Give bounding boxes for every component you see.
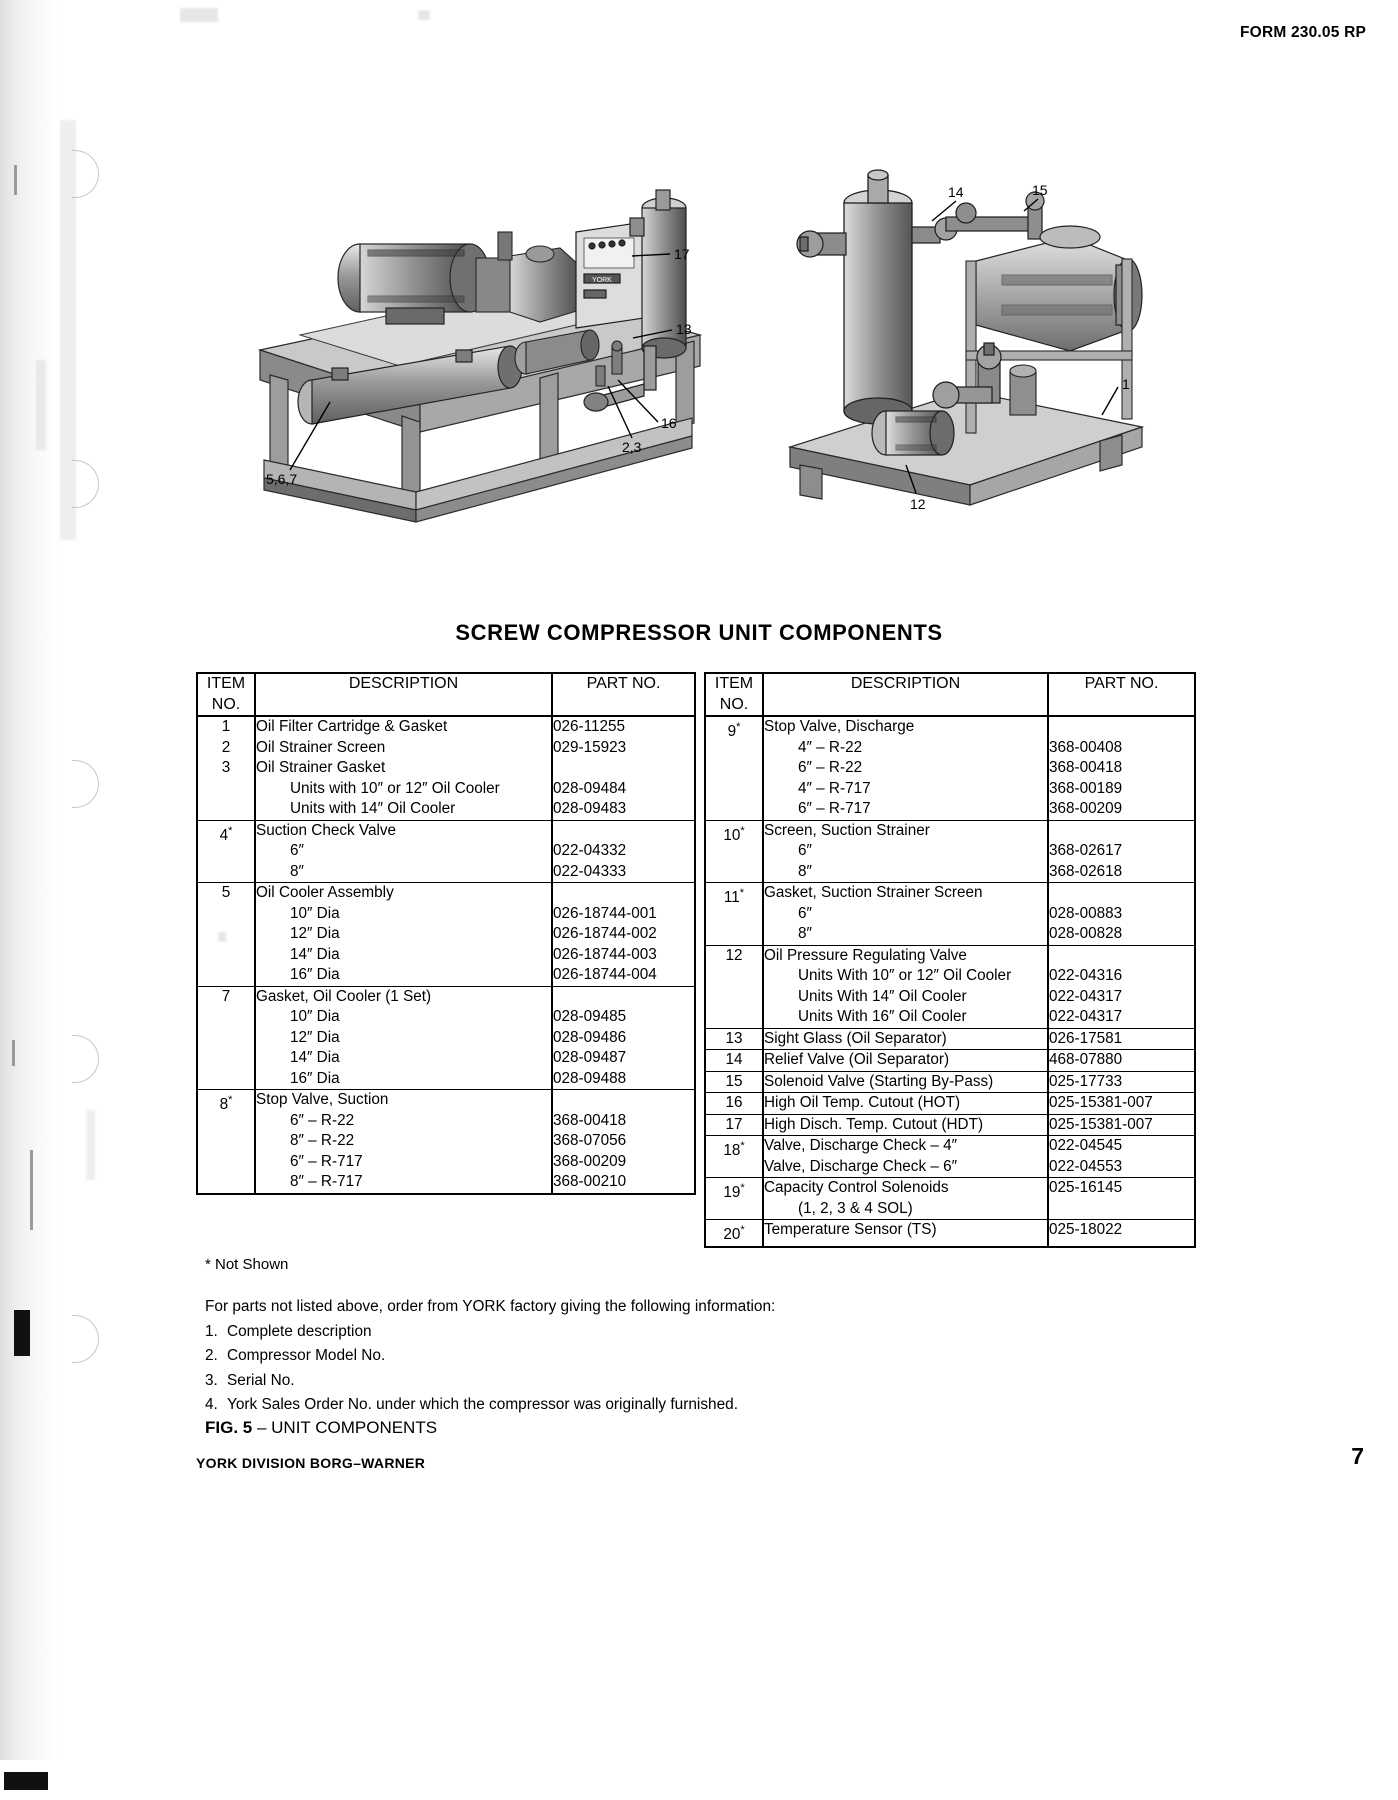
- table-row: [705, 716, 1195, 820]
- scan-left-edge-shadow: [0, 0, 58, 1760]
- cell-description: [763, 945, 1048, 1028]
- description-line: Units with 14″ Oil Cooler: [290, 800, 456, 817]
- parts-table-right-wrapper: [704, 672, 1196, 1248]
- cell-description: [255, 820, 552, 883]
- parts-table-right-body: [705, 716, 1195, 1247]
- not-shown-asterisk: *: [736, 721, 741, 733]
- compressor-unit-side-view: [240, 170, 720, 530]
- cell-description: [763, 1220, 1048, 1247]
- part-number-line: 022-04316: [1049, 967, 1123, 984]
- header-description: DESCRIPTION: [763, 673, 1048, 716]
- part-number-line: [553, 1090, 694, 1111]
- table-row: [197, 716, 695, 738]
- description-line: Units With 16″ Oil Cooler: [798, 1008, 967, 1025]
- description-line: 14″ Dia: [290, 1049, 340, 1066]
- list-number: 3.: [205, 1371, 218, 1389]
- description-line: Oil Strainer Screen: [256, 738, 386, 756]
- not-shown-asterisk: *: [740, 1140, 745, 1152]
- cell-description: [255, 738, 552, 759]
- cell-part-no: [552, 1090, 695, 1194]
- binder-ring-mark: [72, 150, 99, 198]
- part-number-line: 368-00418: [553, 1111, 627, 1129]
- description-line: Units with 10″ or 12″ Oil Cooler: [290, 779, 500, 797]
- page-edge-tick: [14, 165, 17, 195]
- description-line: Temperature Sensor (TS): [764, 1221, 937, 1238]
- cell-part-no: [552, 758, 695, 820]
- description-line: High Oil Temp. Cutout (HOT): [764, 1094, 961, 1111]
- description-line: Solenoid Valve (Starting By-Pass): [764, 1072, 994, 1090]
- cell-description: [763, 883, 1048, 946]
- instructions-lead: For parts not listed above, order from YORK factory giving the following information:: [205, 1298, 776, 1315]
- cell-item-no: 18*: [705, 1136, 763, 1178]
- description-line: 10″ Dia: [290, 904, 340, 922]
- cell-item-no: 11*: [705, 883, 763, 946]
- list-number: 4.: [205, 1396, 218, 1413]
- table-row: [197, 820, 695, 883]
- list-number: 2.: [205, 1347, 218, 1364]
- cell-part-no: [1048, 1114, 1195, 1136]
- description-line: Units With 10″ or 12″ Oil Cooler: [798, 967, 1012, 984]
- part-number-line: 026-11255: [553, 718, 626, 735]
- callout-15: 15: [1032, 182, 1048, 198]
- cell-description: [763, 716, 1048, 820]
- cell-item-no: 7: [197, 986, 255, 1090]
- cell-part-no: [1048, 945, 1195, 1028]
- description-line: 8″ – R-717: [290, 1173, 363, 1190]
- binder-ring-mark: [72, 460, 99, 508]
- figure-dash: –: [252, 1418, 272, 1437]
- parts-table-right: [704, 672, 1196, 1248]
- description-line: Capacity Control Solenoids: [764, 1179, 949, 1196]
- part-number-line: 025-18022: [1049, 1221, 1123, 1238]
- cell-part-no: [552, 883, 695, 987]
- part-number-line: [553, 758, 694, 779]
- callout-16: 16: [661, 415, 677, 431]
- part-number-line: 022-04317: [1049, 987, 1123, 1005]
- table-row: [197, 883, 695, 987]
- table-row: [197, 738, 695, 759]
- cell-description: [763, 820, 1048, 883]
- table-row: [705, 1136, 1195, 1178]
- callout-14: 14: [948, 184, 964, 200]
- table-row: [197, 1090, 695, 1194]
- callout-1: 1: [1122, 376, 1130, 392]
- part-number-line: 028-00883: [1049, 904, 1123, 922]
- cell-part-no: [1048, 1178, 1195, 1220]
- table-row: [705, 945, 1195, 1028]
- description-line: 6″ – R-22: [290, 1111, 355, 1129]
- part-number-line: [1049, 717, 1194, 738]
- part-number-line: [1049, 821, 1194, 842]
- not-shown-asterisk: *: [740, 1182, 745, 1194]
- list-number: 1.: [205, 1322, 218, 1340]
- list-text: York Sales Order No. under which the compressor was originally furnished.: [227, 1396, 738, 1413]
- part-number-line: 026-17581: [1049, 1029, 1123, 1047]
- description-line: Suction Check Valve: [256, 821, 397, 839]
- cell-description: [763, 1136, 1048, 1178]
- cell-item-no: 12: [705, 945, 763, 1028]
- callout-13: 13: [676, 321, 692, 337]
- list-item: [205, 1393, 775, 1418]
- cell-part-no: [1048, 1050, 1195, 1072]
- table-row: [705, 1114, 1195, 1136]
- scan-smudge: [36, 360, 46, 450]
- cell-item-no: 5: [197, 883, 255, 987]
- figure-caption: [205, 1418, 437, 1438]
- table-row: [705, 883, 1195, 946]
- not-shown-asterisk: *: [228, 824, 233, 837]
- cell-item-no: 16: [705, 1093, 763, 1115]
- part-number-line: 028-09488: [553, 1069, 627, 1087]
- part-number-line: 025-17733: [1049, 1072, 1123, 1090]
- list-item: [205, 1344, 775, 1369]
- part-number-line: [1049, 1199, 1194, 1220]
- description-line: 8″: [798, 925, 812, 942]
- table-header-row: [705, 673, 1195, 716]
- scan-smudge: [180, 8, 218, 22]
- not-shown-asterisk: *: [740, 824, 745, 837]
- cell-part-no: [1048, 820, 1195, 883]
- table-header-row: [197, 673, 695, 716]
- description-line: 8″: [798, 862, 812, 880]
- parts-table-left-wrapper: [196, 672, 696, 1195]
- cell-description: [763, 1071, 1048, 1093]
- table-row: [705, 1220, 1195, 1247]
- part-number-line: 026-18744-001: [553, 904, 657, 922]
- page-edge-tick: [30, 1150, 33, 1230]
- description-line: 14″ Dia: [290, 945, 340, 963]
- cell-description: [763, 1050, 1048, 1072]
- part-number-line: 028-09484: [553, 779, 627, 797]
- part-number-line: 368-07056: [553, 1132, 627, 1149]
- table-row: [197, 758, 695, 820]
- cell-item-no: 17: [705, 1114, 763, 1136]
- figure-right-photo: [770, 165, 1160, 535]
- cell-description: [255, 986, 552, 1090]
- list-text: Complete description: [227, 1322, 372, 1340]
- part-number-line: 368-02617: [1049, 842, 1123, 859]
- part-number-line: [553, 883, 694, 904]
- part-number-line: 022-04317: [1049, 1008, 1123, 1025]
- description-line: 16″ Dia: [290, 1069, 340, 1087]
- description-line: Screen, Suction Strainer: [764, 821, 930, 839]
- description-line: Oil Cooler Assembly: [256, 884, 394, 901]
- binder-ring-mark: [72, 1035, 99, 1083]
- description-line: Stop Valve, Discharge: [764, 718, 915, 735]
- description-line: 6″: [798, 904, 812, 922]
- description-line: Valve, Discharge Check – 6″: [764, 1157, 958, 1175]
- header-item-no: ITEM NO.: [705, 673, 763, 716]
- part-number-line: 028-09483: [553, 800, 627, 817]
- description-line: 12″ Dia: [290, 925, 340, 942]
- cell-part-no: [1048, 1220, 1195, 1247]
- description-line: 4″ – R-22: [798, 738, 863, 756]
- part-number-line: 368-00209: [553, 1152, 627, 1170]
- part-number-line: 028-09485: [553, 1008, 627, 1025]
- description-line: Relief Valve (Oil Separator): [764, 1051, 950, 1068]
- cell-item-no: 15: [705, 1071, 763, 1093]
- part-number-line: 022-04553: [1049, 1157, 1123, 1175]
- parts-table-left: [196, 672, 696, 1195]
- table-row: [705, 1093, 1195, 1115]
- part-number-line: 025-15381-007: [1049, 1115, 1153, 1133]
- division-footer: YORK DIVISION BORG–WARNER: [196, 1455, 426, 1471]
- part-number-line: 368-00209: [1049, 800, 1123, 817]
- cell-item-no: 9*: [727, 721, 741, 741]
- callout-12: 12: [910, 496, 926, 512]
- cell-description: [763, 1028, 1048, 1050]
- cell-item-no: 1: [221, 718, 231, 735]
- scan-smudge: [86, 1110, 95, 1180]
- cell-part-no: [552, 716, 695, 738]
- part-number-line: [553, 821, 694, 842]
- part-number-line: [1049, 883, 1194, 904]
- cell-item-no: 19*: [705, 1178, 763, 1220]
- part-number-line: 368-02618: [1049, 862, 1123, 880]
- figure-caption-text: UNIT COMPONENTS: [271, 1418, 438, 1437]
- not-shown-asterisk: *: [739, 887, 745, 899]
- parts-table-left-body: [197, 716, 695, 1194]
- figure-label: FIG. 5: [205, 1418, 253, 1437]
- binder-ring-mark: [72, 1315, 99, 1363]
- cell-description: [255, 758, 552, 820]
- binder-ring-mark: [72, 760, 99, 808]
- not-shown-footnote: * Not Shown: [205, 1256, 289, 1273]
- description-line: Gasket, Oil Cooler (1 Set): [256, 987, 432, 1005]
- part-number-line: 028-09487: [553, 1049, 627, 1066]
- description-line: 16″ Dia: [290, 966, 340, 983]
- description-line: 6″ – R-717: [798, 800, 871, 817]
- cell-part-no: [552, 986, 695, 1090]
- part-number-line: 026-18744-003: [553, 945, 657, 963]
- header-item-no: ITEM NO.: [197, 673, 255, 716]
- instructions-list: [205, 1320, 775, 1418]
- description-line: 10″ Dia: [290, 1008, 340, 1025]
- cell-part-no: [552, 820, 695, 883]
- cell-part-no: [1048, 1093, 1195, 1115]
- description-line: High Disch. Temp. Cutout (HDT): [764, 1115, 984, 1133]
- section-title: SCREW COMPRESSOR UNIT COMPONENTS: [455, 620, 943, 645]
- part-number-line: 368-00189: [1049, 779, 1123, 797]
- figure-left-photo: [240, 170, 720, 530]
- cell-description: [255, 716, 552, 738]
- header-description: DESCRIPTION: [255, 673, 552, 716]
- page-edge-tick: [14, 1310, 30, 1356]
- part-number-line: [553, 987, 694, 1008]
- cell-part-no: [1048, 1028, 1195, 1050]
- cell-description: [763, 1178, 1048, 1220]
- description-line: 12″ Dia: [290, 1028, 340, 1046]
- cell-description: [763, 1114, 1048, 1136]
- part-number-line: 368-00418: [1049, 759, 1123, 776]
- description-line: Units With 14″ Oil Cooler: [798, 987, 967, 1005]
- description-line: Gasket, Suction Strainer Screen: [764, 884, 983, 901]
- callout-17: 17: [674, 246, 690, 262]
- header-part-no: PART NO.: [1048, 673, 1195, 716]
- part-number-line: 029-15923: [553, 738, 627, 756]
- table-row: [705, 820, 1195, 883]
- cell-part-no: [552, 738, 695, 759]
- page-edge-tick: [12, 1040, 15, 1066]
- description-line: 4″ – R-717: [798, 779, 871, 797]
- part-number-line: 022-04332: [553, 842, 627, 859]
- part-number-line: 028-00828: [1049, 925, 1123, 942]
- part-number-line: 025-16145: [1049, 1179, 1123, 1196]
- description-line: Stop Valve, Suction: [256, 1091, 389, 1108]
- description-line: Oil Filter Cartridge & Gasket: [256, 718, 448, 735]
- description-line: 6″: [798, 842, 812, 859]
- cell-item-no: 3: [221, 759, 231, 776]
- description-line: Valve, Discharge Check – 4″: [764, 1137, 958, 1154]
- not-shown-asterisk: *: [228, 1094, 233, 1106]
- description-line: Oil Strainer Gasket: [256, 759, 386, 776]
- form-number: FORM 230.05 RP: [1240, 24, 1366, 41]
- list-item: [205, 1369, 775, 1394]
- part-number-line: 025-15381-007: [1049, 1094, 1153, 1111]
- cell-item-no: 13: [705, 1028, 763, 1050]
- part-number-line: 028-09486: [553, 1028, 627, 1046]
- part-number-line: 368-00408: [1049, 738, 1123, 756]
- description-line: Sight Glass (Oil Separator): [764, 1029, 947, 1047]
- part-number-line: [1049, 946, 1194, 967]
- ordering-instructions: [205, 1295, 775, 1418]
- table-row: [705, 1178, 1195, 1220]
- not-shown-asterisk: *: [740, 1224, 745, 1236]
- compressor-unit-end-view: [770, 165, 1160, 535]
- scan-bottom-black-bar: [4, 1772, 48, 1790]
- description-line: 6″ – R-22: [798, 759, 863, 776]
- cell-item-no: 4*: [197, 820, 255, 883]
- list-item: [205, 1320, 775, 1345]
- callout-2-3: 2,3: [622, 439, 642, 455]
- cell-item-no: 20*: [705, 1220, 763, 1247]
- cell-part-no: [1048, 1136, 1195, 1178]
- description-line: 8″ – R-22: [290, 1132, 355, 1149]
- cell-item-no: 14: [705, 1050, 763, 1072]
- part-number-line: 022-04545: [1049, 1137, 1123, 1154]
- table-row: [705, 1050, 1195, 1072]
- cell-item-no: 8*: [197, 1090, 255, 1194]
- panel-brand-label: YORK: [592, 277, 612, 284]
- description-line: (1, 2, 3 & 4 SOL): [798, 1199, 913, 1217]
- cell-item-no: 2: [221, 738, 231, 756]
- part-number-line: 368-00210: [553, 1173, 627, 1190]
- part-number-line: 026-18744-002: [553, 925, 657, 942]
- description-line: 8″: [290, 862, 304, 880]
- description-line: 6″ – R-717: [290, 1152, 363, 1170]
- cell-part-no: [1048, 716, 1195, 820]
- table-row: [705, 1028, 1195, 1050]
- description-line: 6″: [290, 842, 304, 859]
- cell-part-no: [1048, 1071, 1195, 1093]
- table-row: [705, 1071, 1195, 1093]
- cell-description: [255, 1090, 552, 1194]
- list-text: Compressor Model No.: [227, 1347, 386, 1364]
- header-part-no: PART NO.: [552, 673, 695, 716]
- scan-smudge: [418, 10, 430, 20]
- cell-description: [763, 1093, 1048, 1115]
- cell-item-no: 10*: [705, 820, 763, 883]
- callout-5-6-7: 5,6,7: [266, 471, 298, 487]
- description-line: Oil Pressure Regulating Valve: [764, 946, 967, 964]
- part-number-line: 022-04333: [553, 862, 627, 880]
- part-number-line: 026-18744-004: [553, 966, 657, 983]
- part-number-line: 468-07880: [1049, 1051, 1123, 1068]
- list-text: Serial No.: [227, 1371, 295, 1389]
- cell-description: [255, 883, 552, 987]
- page-number: 7: [1351, 1443, 1364, 1469]
- table-row: [197, 986, 695, 1090]
- cell-part-no: [1048, 883, 1195, 946]
